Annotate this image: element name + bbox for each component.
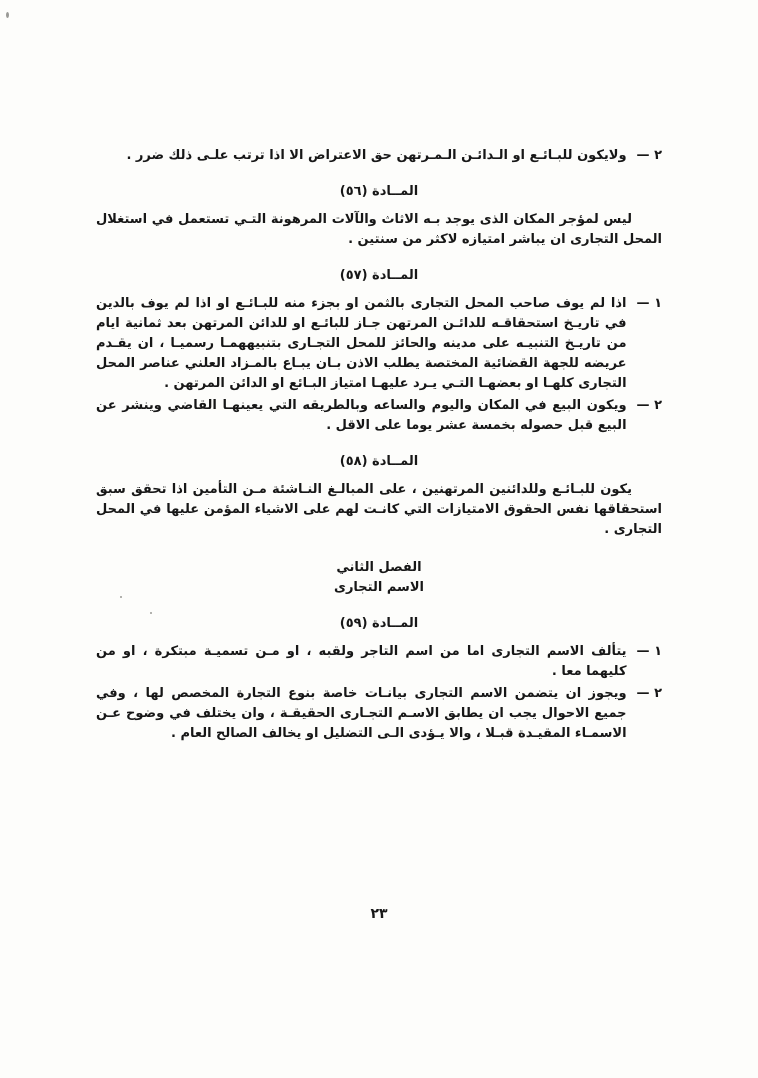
- article-heading-57: المــادة (٥٧): [339, 268, 419, 283]
- article-56-body: ليس لمؤجر المكان الذى يوجد بـه الاثاث والآلات المرهونة التـي تستعمل في استغلال المحل التجارى ان يباشر امتيازه لاكثر من سنتين .: [96, 212, 662, 247]
- chapter-title: الفصل الثاني: [336, 560, 422, 575]
- clause-number: ١ —: [636, 296, 662, 311]
- document-body: [96, 146, 662, 746]
- clause-text: ولايكون للبـائـع او الـدائـن الـمـرتهن حق الاعتراض الا اذا ترتب علـى ذلك ضرر .: [126, 148, 627, 163]
- clause-text: ويكون البيع في المكان واليوم والساعه وبالطريقه التي يعينهـا القاضي وينشر عن البيع قبل حصوله بخمسة عشر يوما على الاقل .: [96, 398, 627, 433]
- article-heading-56: المــادة (٥٦): [339, 184, 419, 199]
- article-58-body: يكون للبـائـع وللدائنين المرتهنين ، على المبالـغ النـاشئة مـن التأمين اذا تحقق سبق استحقاقها نفس الحقوق الامتيازات التي كانـت لهم على الاشياء المؤمن عليها في المحل التجارى .: [96, 482, 662, 537]
- scan-artifact: [120, 596, 122, 598]
- clause-item: [96, 642, 662, 682]
- chapter-subtitle: الاسم التجارى: [334, 580, 424, 595]
- clause-text: ويجوز ان يتضمن الاسم التجارى بيانـات خاصة بنوع التجارة المخصص لها ، وفي جميع الاحوال يجب ان يطابق الاسـم التجـارى الحقيقـة ، وان يختلف في وضوح عـن الاسمـاء المقيـدة قبـلا ، والا يـؤدى الـى التضليل او يخالف الصالح العام .: [96, 686, 627, 741]
- clause-number: ١ —: [636, 644, 662, 659]
- page-number: ٢٣: [370, 906, 388, 922]
- clause-item: [96, 294, 662, 394]
- clause-number: ٢ —: [636, 398, 662, 413]
- article-heading-58: المــادة (٥٨): [339, 454, 419, 469]
- clause-text: اذا لم يوف صاحب المحل التجارى بالثمن او بجزء منه للبـائـع او اذا لم يوف بالدين في تاريـخ استحقاقـه للدائـن المرتهن جـاز للبائـع او للدائن المرتهن بعد ثمانية ايام من تاريـخ التنبيـه على مدينه والحائز للمحل التجـارى بتنبيههمـا رسميـا ، ان يقـدم عريضه للجهة القضائية المختصة يطلب الاذن بـان يبـاع بالمـزاد العلني عناصر المحل التجارى كلهـا او بعضهـا التـي يـرد عليهـا امتياز البـائع او الدائن المرتهن .: [96, 296, 627, 391]
- clause-number: ٢ —: [636, 148, 662, 163]
- clause-item: [96, 396, 662, 436]
- article-heading-59: المــادة (٥٩): [339, 616, 419, 631]
- clause-text: يتألف الاسم التجارى اما من اسم التاجر ولقبه ، او مـن تسميـة مبتكرة ، او من كليهما معا .: [96, 644, 627, 679]
- scan-artifact: [6, 12, 9, 18]
- clause-item: [96, 146, 662, 166]
- scan-artifact: [150, 612, 152, 614]
- clause-number: ٢ —: [636, 686, 662, 701]
- clause-item: [96, 684, 662, 744]
